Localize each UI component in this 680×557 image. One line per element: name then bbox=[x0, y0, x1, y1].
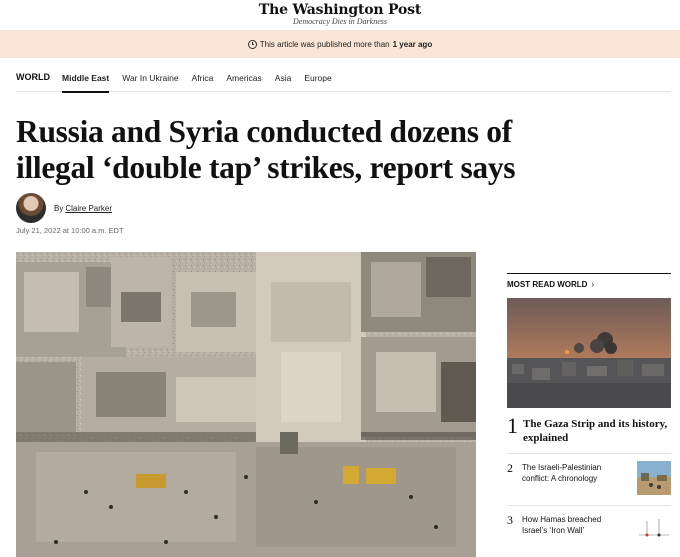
divider bbox=[507, 505, 671, 506]
nav-item-middle-east[interactable]: Middle East bbox=[62, 66, 109, 92]
chevron-right-icon: › bbox=[591, 280, 595, 289]
headline-line-2: illegal ‘double tap’ strikes, report says bbox=[16, 150, 516, 185]
nav-item-asia[interactable]: Asia bbox=[274, 73, 292, 83]
most-read-lead-image[interactable] bbox=[507, 298, 671, 408]
nav-item-americas[interactable]: Americas bbox=[226, 73, 262, 83]
hero-image bbox=[16, 252, 476, 557]
notice-emphasis: 1 year ago bbox=[392, 39, 433, 49]
section-nav bbox=[16, 66, 671, 92]
author-link[interactable]: Claire Parker bbox=[65, 203, 113, 213]
site-tagline: Democracy Dies in Darkness bbox=[293, 17, 387, 26]
byline bbox=[16, 193, 112, 223]
notice-text: This article was published more than bbox=[259, 39, 390, 49]
most-read-sidebar bbox=[507, 273, 671, 557]
masthead bbox=[0, 0, 680, 30]
subsection-tabs bbox=[62, 66, 345, 92]
rank-number: 1 bbox=[507, 413, 518, 438]
most-read-title[interactable]: The Israeli-Palestinian conflict: A chronology bbox=[522, 463, 602, 483]
most-read-thumbnail[interactable] bbox=[637, 513, 671, 547]
most-read-title[interactable]: The Gaza Strip and its history, explained bbox=[523, 418, 668, 444]
site-logo[interactable]: The Washington Post bbox=[258, 2, 422, 18]
most-read-heading[interactable] bbox=[507, 280, 671, 289]
desert-scene-photo bbox=[637, 461, 671, 495]
nav-item-europe[interactable]: Europe bbox=[304, 73, 332, 83]
clock-icon bbox=[248, 40, 257, 49]
most-read-title[interactable]: How Hamas breached Israel’s ‘Iron Wall’ bbox=[522, 515, 602, 535]
author-avatar[interactable] bbox=[16, 193, 46, 223]
divider bbox=[507, 453, 671, 454]
most-read-item-2[interactable] bbox=[507, 461, 671, 501]
timeline-graphic bbox=[637, 513, 671, 547]
headline-line-1: Russia and Syria conducted dozens of bbox=[16, 114, 512, 149]
rank-number: 3 bbox=[507, 513, 513, 527]
nav-item-africa[interactable]: Africa bbox=[191, 73, 214, 83]
publish-date: July 21, 2022 at 10:00 a.m. EDT bbox=[16, 226, 124, 235]
rubble-aerial-photo bbox=[16, 252, 476, 557]
most-read-item-3[interactable] bbox=[507, 513, 671, 553]
most-read-item-1[interactable] bbox=[507, 414, 671, 454]
sidebar-top-rule bbox=[507, 273, 671, 274]
nav-item-war-in-ukraine[interactable]: War In Ukraine bbox=[122, 73, 179, 83]
article-headline bbox=[16, 114, 516, 186]
most-read-thumbnail[interactable] bbox=[637, 461, 671, 495]
most-read-heading-label: MOST READ WORLD bbox=[507, 280, 588, 289]
byline-prefix: By bbox=[54, 203, 64, 213]
rank-number: 2 bbox=[507, 461, 513, 475]
article-age-notice bbox=[0, 30, 680, 58]
smoke-over-city-photo bbox=[507, 298, 671, 408]
section-label[interactable]: WORLD bbox=[16, 72, 50, 82]
